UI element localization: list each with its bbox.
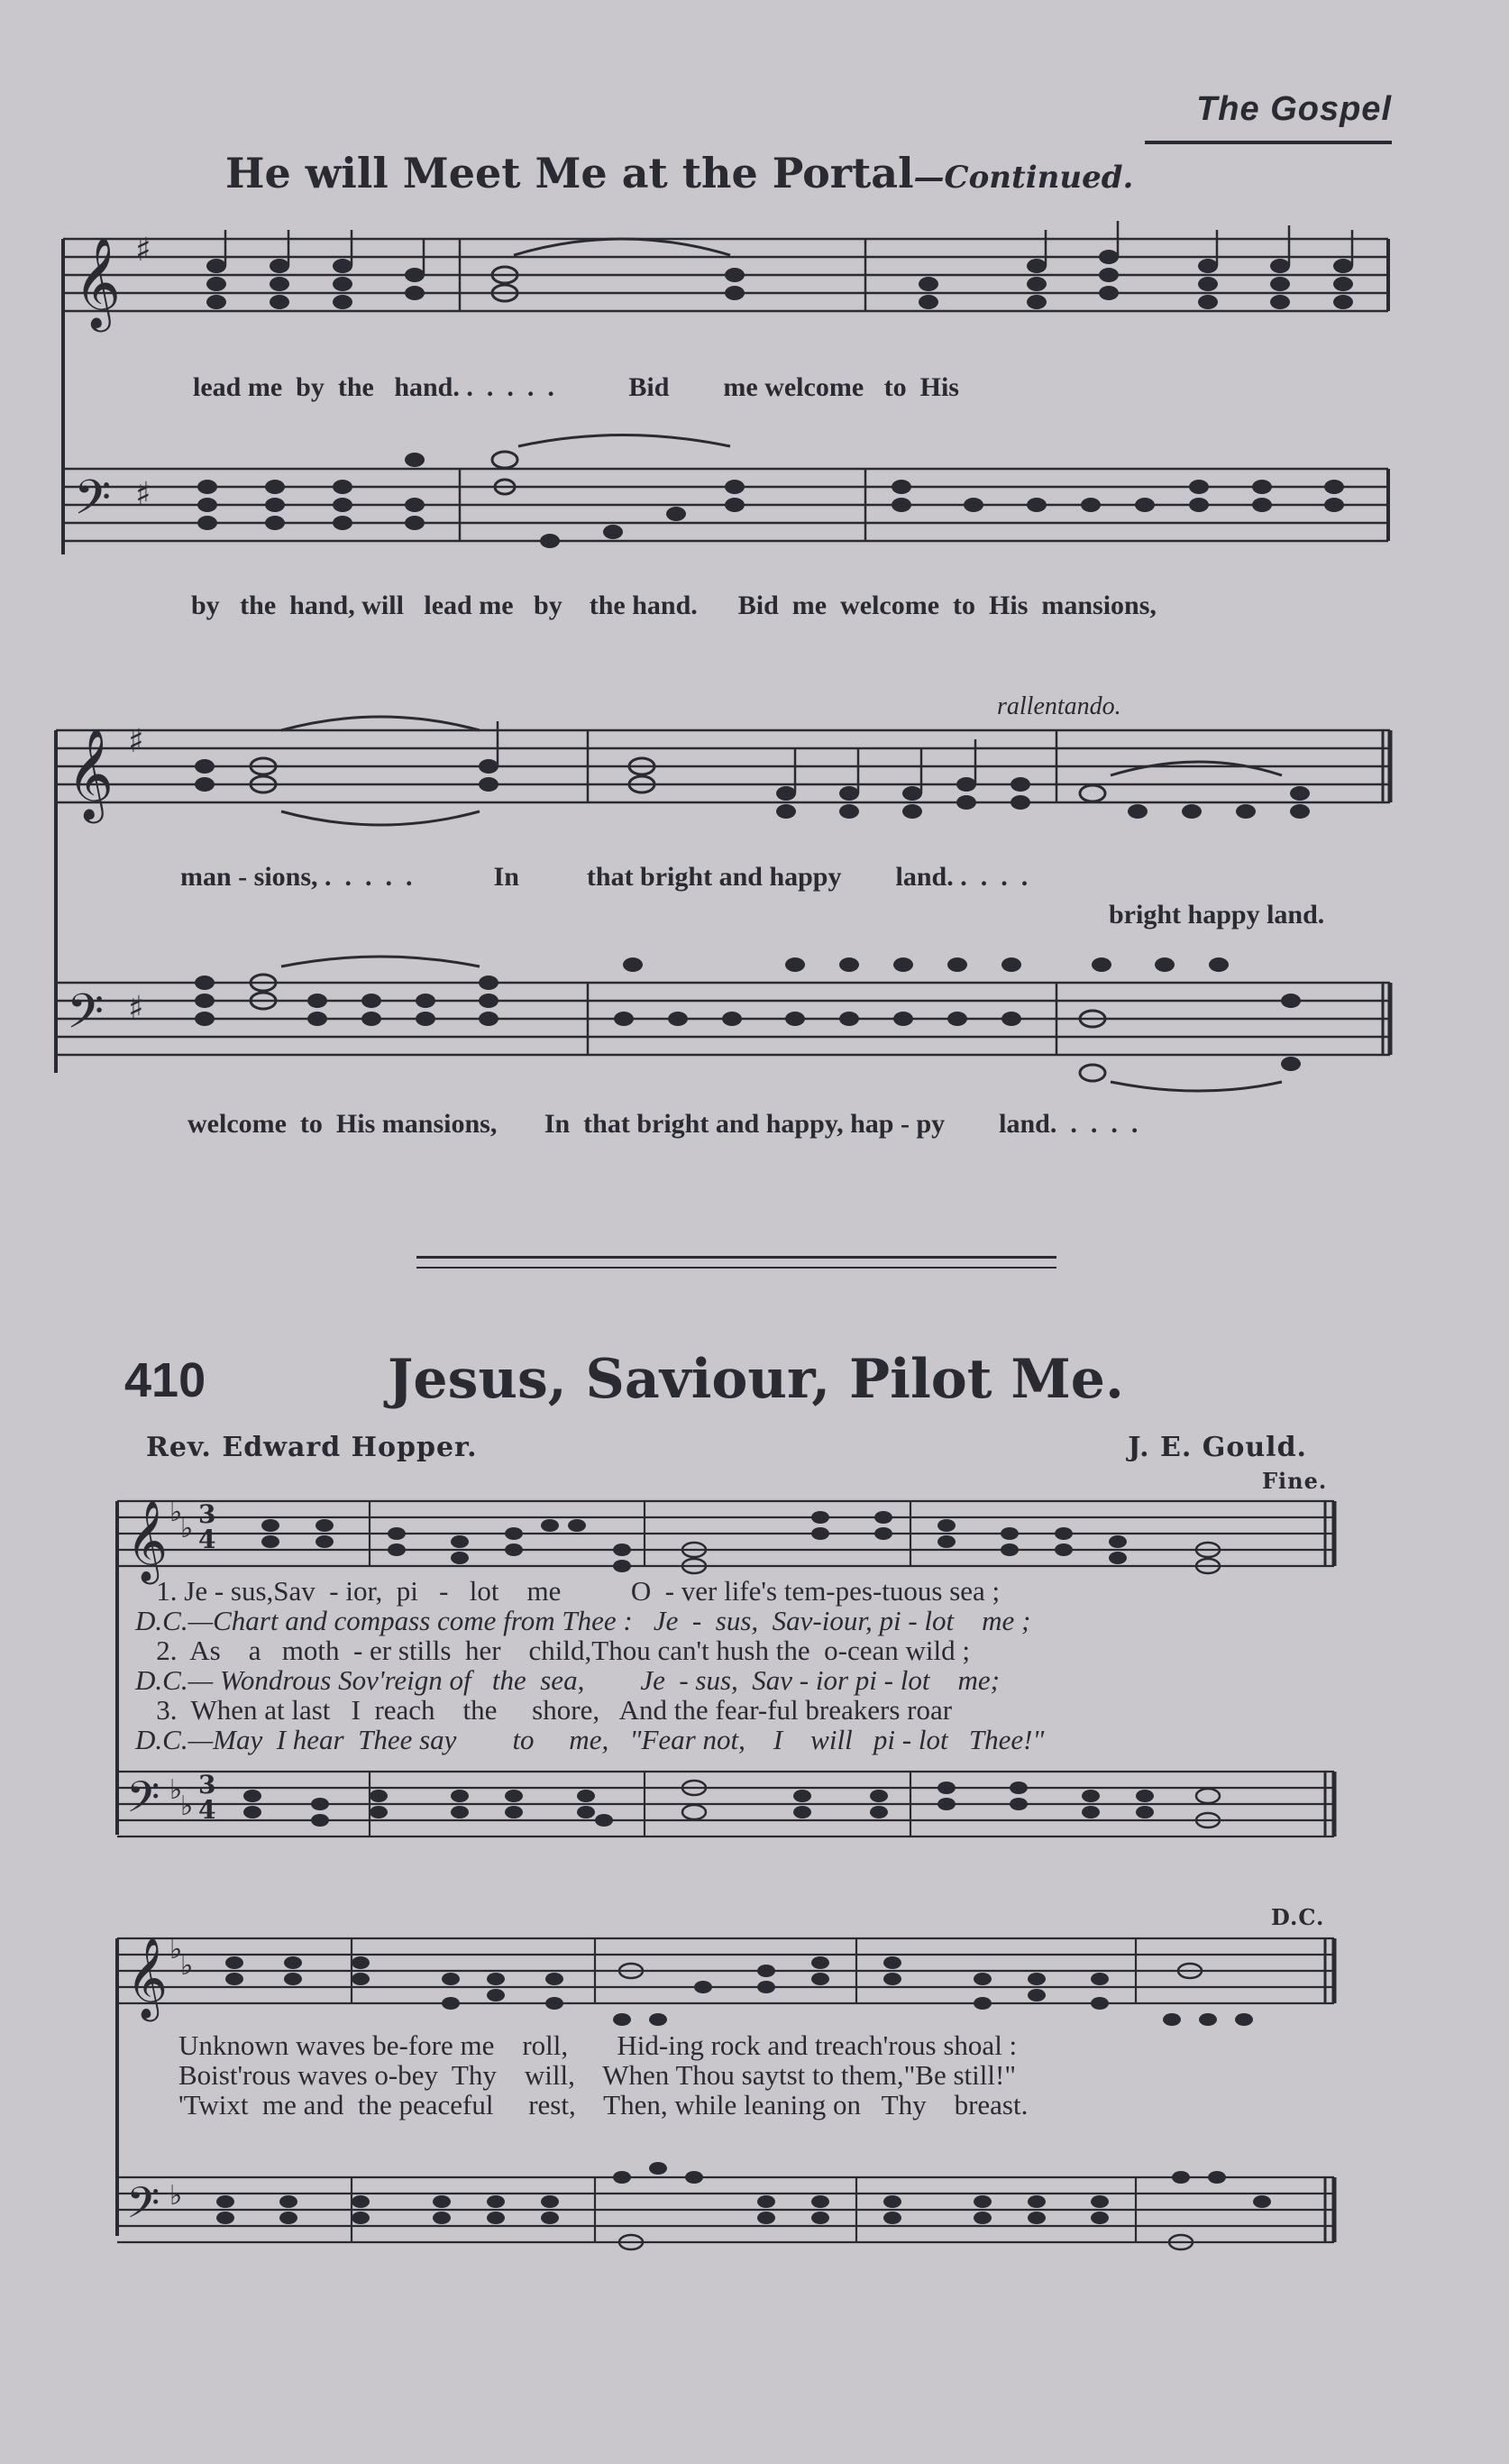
svg-text:♭: ♭ [169,1497,183,1528]
system2-bass-staff [56,974,1399,1073]
continued-hymn-title [225,149,1133,197]
svg-text:𝄞: 𝄞 [126,1500,169,1581]
system1-treble-lyric: lead me by the hand. . . . . . Bid me welcome to His [193,372,959,402]
verse-line: 3. When at last I reach the shore, And the fear-ful breakers roar [135,1694,953,1726]
hymn410-treble-staff [117,1492,1352,1582]
section-header: The Gospel [1196,90,1392,128]
system2-treble-lyric-alt: bright happy land. [1109,900,1325,930]
verse-line: D.C.—Chart and compass come from Thee : Je - sus, Sav-iour, pi - lot me ; [135,1605,1031,1636]
refrain-line: 'Twixt me and the peaceful rest, Then, while leaning on Thy breast. [178,2089,1029,2121]
hymn410-treble-staff-2 [117,1929,1352,2029]
hymn410-bass-staff [117,1763,1352,1853]
svg-text:♯: ♯ [135,476,151,513]
svg-text:4: 4 [198,1795,216,1825]
svg-text:𝄢: 𝄢 [126,1772,160,1833]
svg-text:♭: ♭ [169,2180,183,2212]
header-rule [1145,141,1392,144]
svg-text:♯: ♯ [128,990,144,1027]
continued-label: —Continued. [913,160,1134,196]
svg-text:𝄞: 𝄞 [74,235,122,328]
svg-text:𝄢: 𝄢 [74,471,112,537]
system1-treble-staff [63,230,1397,329]
verse-line: 2. As a moth - er stills her child,Thou can't hush the o-cean wild ; [135,1635,970,1666]
svg-text:♯: ♯ [128,723,144,760]
fine-marker: Fine. [1262,1468,1328,1494]
svg-text:𝄢: 𝄢 [67,985,105,1051]
verse-line: 1. Je - sus,Sav - ior, pi - lot me O - ver life's tem-pes-tuous sea ; [135,1575,1001,1607]
refrain-lyrics [178,2030,1028,2120]
svg-text:3: 3 [198,1499,216,1529]
svg-text:♭: ♭ [180,1950,194,1982]
svg-text:𝄢: 𝄢 [126,2177,160,2239]
verse-line: D.C.—May I hear Thee say to me, "Fear not, I will pi - lot Thee!" [135,1724,1045,1755]
hymn-composer: J. E. Gould. [1128,1432,1307,1463]
svg-text:♭: ♭ [169,1774,183,1806]
section-divider-thin [416,1267,1056,1269]
system1-bass-staff [63,460,1397,559]
svg-text:𝄞: 𝄞 [126,1937,169,2019]
system1-bass-lyric: by the hand, will lead me by the hand. Bid me welcome to His mansions, [191,591,1157,620]
svg-text:♭: ♭ [180,1791,194,1822]
svg-text:4: 4 [198,1525,216,1554]
svg-text:𝄞: 𝄞 [67,727,114,820]
section-divider [416,1256,1056,1259]
dc-marker: D.C. [1271,1904,1325,1930]
hymn-author: Rev. Edward Hopper. [146,1432,478,1463]
system2-treble-staff [56,721,1399,820]
hymn410-bass-staff-2 [117,2159,1352,2258]
system2-bass-lyric: welcome to His mansions, In that bright and happy, hap - py land. . . . . [187,1109,1139,1139]
svg-text:♭: ♭ [180,1513,194,1544]
verse-lyrics [135,1576,1044,1754]
svg-text:3: 3 [198,1770,216,1800]
continued-title-text: He will Meet Me at the Portal [225,149,914,197]
verse-line: D.C.— Wondrous Sov'reign of the sea, Je - sus, Sav - ior pi - lot me; [135,1664,1000,1696]
refrain-line: Boist'rous waves o-bey Thy will, When Thou saytst to them,"Be still!" [178,2059,1016,2091]
tempo-marking: rallentando. [997,692,1121,720]
hymn-title: Jesus, Saviour, Pilot Me. [388,1348,1124,1411]
svg-text:♭: ♭ [169,1934,183,1965]
refrain-line: Unknown waves be-fore me roll, Hid-ing rock and treach'rous shoal : [178,2029,1018,2061]
hymn-number: 410 [124,1353,206,1407]
svg-text:♯: ♯ [135,232,151,269]
system2-treble-lyric: man - sions, . . . . . In that bright and happy land. . . . . [180,862,1029,892]
